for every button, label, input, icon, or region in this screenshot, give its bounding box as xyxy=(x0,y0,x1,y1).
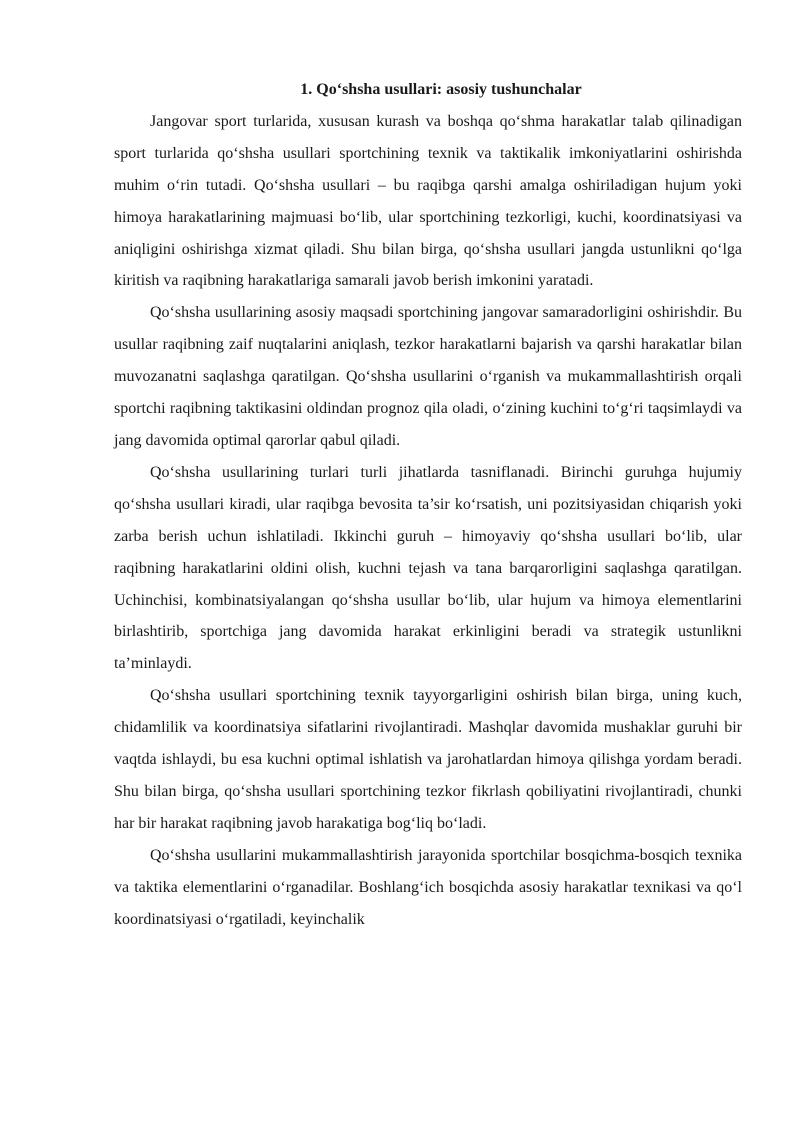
section-title: 1. Qo‘shsha usullari: asosiy tushunchalar xyxy=(300,81,582,98)
paragraph-2: Qo‘shsha usullarining asosiy maqsadi sportchining jangovar samaradorligini oshirishdir. Bu usullar raqibning zaif nuqtalarini aniqlash, tezkor harakatlarni bajarish va qarshi harakatlar bilan muvozanatni saqlashga qaratilgan. Qo‘shsha usullarini o‘rganish va mukammallashtirish orqali sportchi raqibning taktikasini oldindan prognoz qila oladi, o‘zining kuchini to‘g‘ri taqsimlaydi va jang davomida optimal qarorlar qabul qiladi. xyxy=(114,304,742,449)
document-page xyxy=(114,74,742,935)
paragraph-3: Qo‘shsha usullarining turlari turli jihatlarda tasniflanadi. Birinchi guruhga hujumiy qo‘shsha usullari kiradi, ular raqibga bevosita ta’sir ko‘rsatish, uni pozitsiyasidan chiqarish yoki zarba berish uchun ishlatiladi. Ikkinchi guruh – himoyaviy qo‘shsha usullari bo‘lib, ular raqibning harakatlarini oldini olish, kuchni tejash va tana barqarorligini saqlashga qaratilgan. Uchinchisi, kombinatsiyalangan qo‘shsha usullar bo‘lib, ular hujum va himoya elementlarini birlashtirib, sportchiga jang davomida harakat erkinligini beradi va strategik ustunlikni ta’minlaydi. xyxy=(114,463,742,673)
paragraph-5: Qo‘shsha usullarini mukammallashtirish jarayonida sportchilar bosqichma-bosqich texnika va taktika elementlarini o‘rganadilar. Boshlang‘ich bosqichda asosiy harakatlar texnikasi va qo‘l koordinatsiyasi o‘rgatiladi, keyinchalik xyxy=(114,846,742,928)
paragraph-1: Jangovar sport turlarida, xususan kurash va boshqa qo‘shma harakatlar talab qilinadigan sport turlarida qo‘shsha usullari sportchining texnik va taktikalik imkoniyatlarini oshirishda muhim o‘rin tutadi. Qo‘shsha usullari – bu raqibga qarshi amalga oshiriladigan hujum yoki himoya harakatlarining majmuasi bo‘lib, ular sportchining tezkorligi, kuchi, koordinatsiyasi va aniqligini oshirishga xizmat qiladi. Shu bilan birga, qo‘shsha usullari jangda ustunlikni qo‘lga kiritish va raqibning harakatlariga samarali javob berish imkonini yaratadi. xyxy=(114,112,742,290)
paragraph-4: Qo‘shsha usullari sportchining texnik tayyorgarligini oshirish bilan birga, uning kuch, chidamlilik va koordinatsiya sifatlarini rivojlantiradi. Mashqlar davomida mushaklar guruhi bir vaqtda ishlaydi, bu esa kuchni optimal ishlatish va jarohatlardan himoya qilishga yordam beradi. Shu bilan birga, qo‘shsha usullari sportchining tezkor fikrlash qobiliyatini rivojlantiradi, chunki har bir harakat raqibning javob harakatiga bog‘liq bo‘ladi. xyxy=(114,687,742,832)
